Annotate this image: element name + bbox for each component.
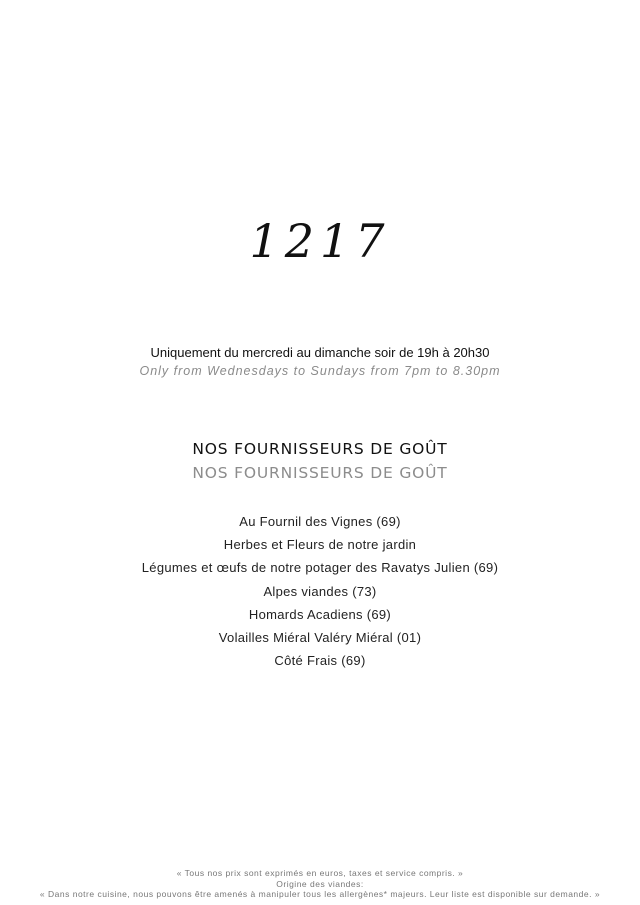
opening-hours [0, 345, 640, 379]
list-item: Homards Acadiens (69) [248, 606, 392, 622]
opening-hours-english: Only from Wednesdays to Sundays from 7pm to 8.30pm [139, 364, 501, 378]
footer-notes [0, 868, 640, 900]
suppliers-heading [0, 439, 640, 483]
footer-allergens-note: « Dans notre cuisine, nous pouvons être amenés à manipuler tous les allergènes* majeurs. Leur liste est disponible sur demande. » [39, 889, 601, 899]
suppliers-title-secondary: NOS FOURNISSEURS DE GOÛT [192, 464, 448, 482]
footer-meat-origin: Origine des viandes: [276, 878, 364, 889]
restaurant-logo: 1217 [249, 214, 391, 268]
list-item: Au Fournil des Vignes (69) [239, 514, 401, 529]
footer-prices-note: « Tous nos prix sont exprimés en euros, taxes et service compris. » [176, 868, 464, 878]
opening-hours-french: Uniquement du mercredi au dimanche soir de 19h à 20h30 [150, 345, 490, 360]
list-item: Alpes viandes (73) [263, 583, 377, 599]
list-item: Herbes et Fleurs de notre jardin [223, 537, 417, 553]
list-item: Volailles Miéral Valéry Miéral (01) [218, 629, 422, 645]
suppliers-list [0, 513, 640, 675]
suppliers-title-primary: NOS FOURNISSEURS DE GOÛT [192, 440, 448, 458]
list-item: Côté Frais (69) [274, 653, 366, 669]
list-item: Légumes et œufs de notre potager des Ravatys Julien (69) [141, 560, 499, 576]
